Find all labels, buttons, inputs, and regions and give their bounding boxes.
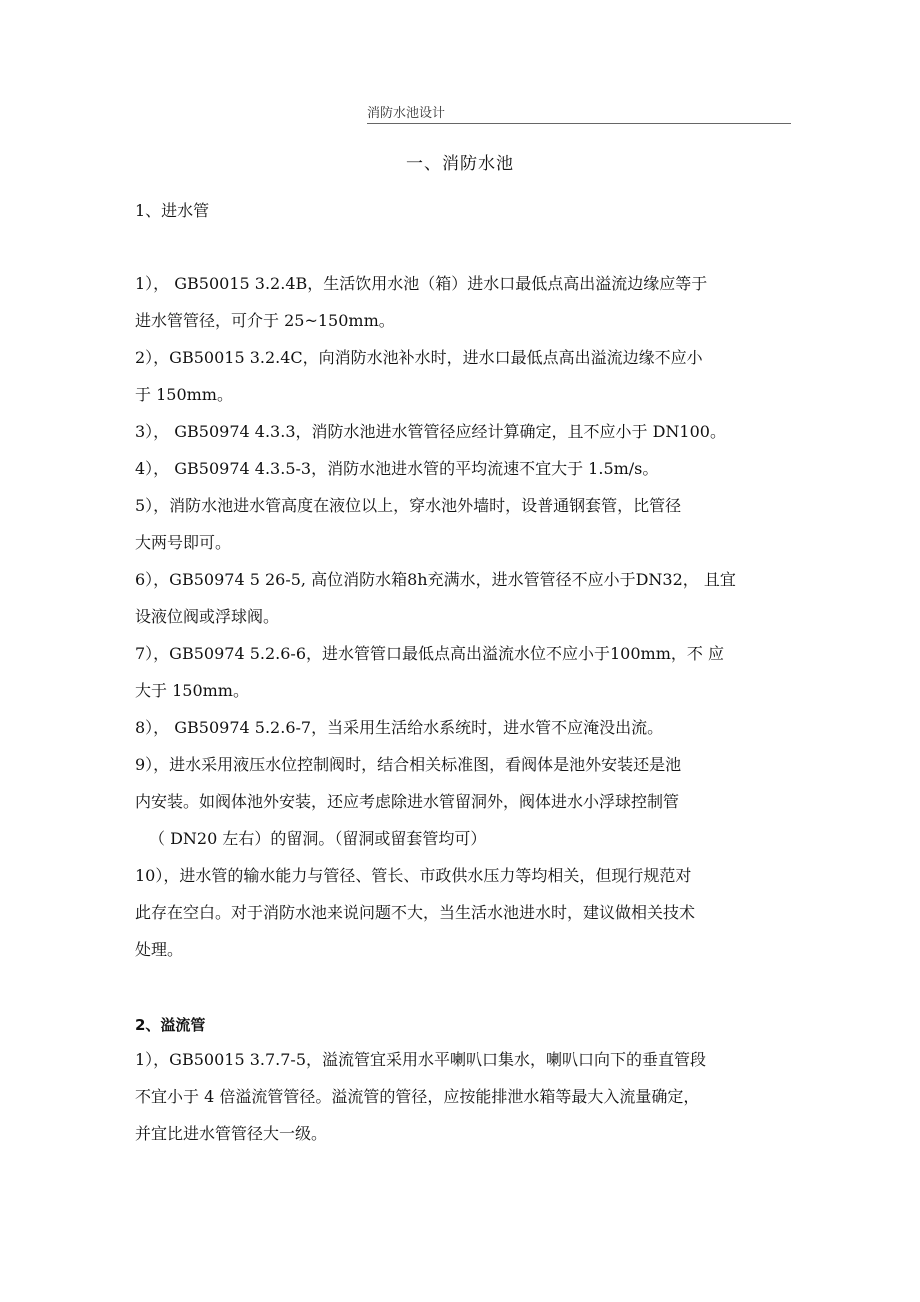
line: 大于 150mm。 [135, 681, 249, 700]
running-header-title: 消防水池设计 [367, 106, 446, 121]
line: 大两号即可。 [135, 533, 232, 552]
inlet-item-1 [135, 265, 795, 339]
section-title: 一、消防水池 [406, 154, 514, 174]
line: 并宜比进水管管径大一级。 [135, 1124, 328, 1143]
line: 5），消防水池进水管高度在液位以上，穿水池外墙时，设普通钢套管，比管径 [135, 496, 682, 515]
line: 处理。 [135, 940, 184, 959]
inlet-item-2 [135, 339, 795, 413]
page-header [367, 106, 791, 122]
inlet-item-3 [135, 413, 795, 450]
line: 此存在空白。对于消防水池来说问题不大，当生活水池进水时，建议做相关技术 [135, 903, 696, 922]
line: 于 150mm。 [135, 385, 233, 404]
line: 10），进水管的输水能力与管径、管长、市政供水压力等均相关，但现行规范对 [135, 866, 692, 885]
inlet-item-8 [135, 709, 795, 746]
line: 4）， GB50974 4.3.5-3，消防水池进水管的平均流速不宜大于 1.5m/s。 [135, 459, 659, 478]
line: 3）， GB50974 4.3.3，消防水池进水管管径应经计算确定，且不应小于 DN100。 [135, 422, 726, 441]
inlet-item-10 [135, 857, 795, 968]
line: 6），GB50974 5 26-5, 高位消防水箱8h充满水，进水管管径不应小于DN32， 且宜 [135, 570, 736, 589]
line: 2），GB50015 3.2.4C，向消防水池补水时，进水口最低点高出溢流边缘不应小 [135, 348, 703, 367]
line: 1）， GB50015 3.2.4B，生活饮用水池（箱）进水口最低点高出溢流边缘应等于 [135, 274, 708, 293]
line: 1），GB50015 3.7.7-5，溢流管宜采用水平喇叭口集水，喇叭口向下的垂直管段 [135, 1050, 707, 1069]
line: 9），进水采用液压水位控制阀时，结合相关标准图，看阀体是池外安装还是池 [135, 755, 682, 774]
line: 内安装。如阀体池外安装，还应考虑除进水管留洞外，阀体进水小浮球控制管 [135, 792, 680, 811]
overflow-item-1 [135, 1041, 795, 1152]
inlet-heading: 1、进水管 [135, 201, 210, 220]
line: 7），GB50974 5.2.6-6，进水管管口最低点高出溢流水位不应小于100mm，不 应 [135, 644, 724, 663]
line: 进水管管径，可介于 25~150mm。 [135, 311, 395, 330]
header-rule [367, 123, 791, 124]
inlet-item-6 [135, 561, 795, 635]
overflow-heading: 2、溢流管 [135, 1016, 206, 1034]
inlet-item-9 [135, 746, 795, 857]
line: 不宜小于 4 倍溢流管管径。溢流管的管径，应按能排泄水箱等最大入流量确定， [135, 1087, 700, 1106]
line: （ DN20 左右）的留洞。（留洞或留套管均可） [149, 829, 487, 848]
inlet-item-5 [135, 487, 795, 561]
inlet-item-7 [135, 635, 795, 709]
line: 设液位阀或浮球阀。 [135, 607, 280, 626]
line: 8）， GB50974 5.2.6-7，当采用生活给水系统时，进水管不应淹没出流。 [135, 718, 664, 737]
inlet-item-4 [135, 450, 795, 487]
